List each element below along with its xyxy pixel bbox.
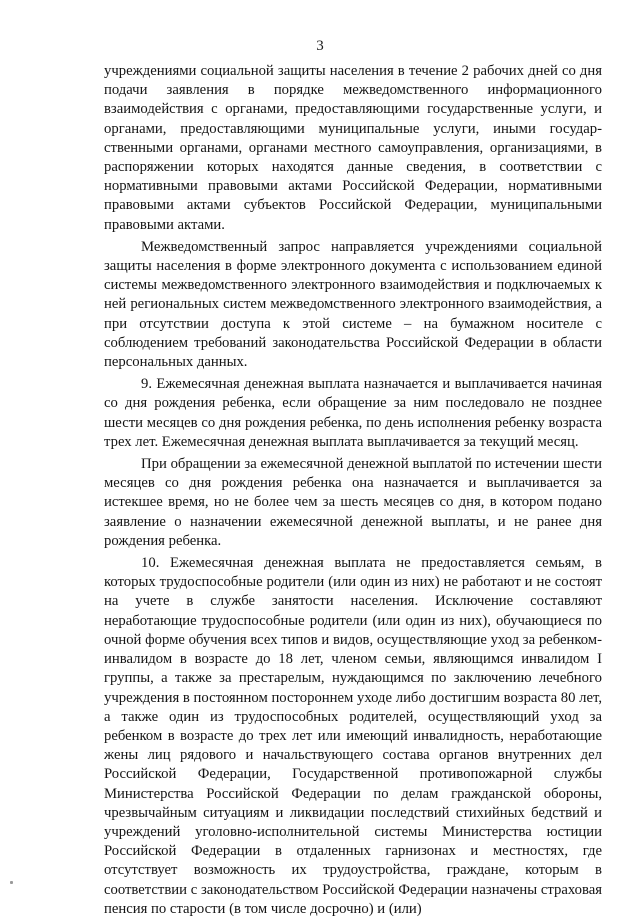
- paragraph-continuation: учреждениями социальной защиты населения в течение 2 рабочих дней со дня подачи заявления в порядке межведомственного информационного взаимодействия с органами, предоставляющими государственные услуги, и органами, предоставляющими муниципальные услуги, иными государственными органами, органами местного самоуправления, организациями, в распоряжении которых находятся данные сведения, в соответствии с нормативными правовыми актами Российской Федерации, нормативными правовыми актами субъектов Российской Федерации, муниципальными правовыми актами.: [104, 63, 602, 233]
- paragraph-item-9: 9. Ежемесячная денежная выплата назначается и выплачивается начиная со дня рождения ребенка, если обращение за ним последовало не позднее шести месяцев со дня рождения ребенка, по день исполнения ребенку возраста трех лет. Ежемесячная денежная выплата выплачивается за текущий месяц.: [104, 376, 602, 450]
- document-body: [104, 62, 602, 922]
- paragraph-item-10: 10. Ежемесячная денежная выплата не предоставляется семьям, в которых трудоспособные родители (или один из них) не работают и не состоят на учете в службе занятости населения. Исключение составляют неработающие трудоспособные родители (или один из них), обучающиеся по очной форме обучения всех типов и видов, осуществляющие уход за ребенком-инвалидом в возрасте до 18 лет, членом семьи, являющимся инвалидом I группы, а также за престарелым, нуждающимся по заключению лечебного учреждения в постоянном постороннем уходе либо достигшим возраста 80 лет, а также один из трудоспособных родителей, осуществляющий уход за ребенком в возрасте до трех лет или имеющий инвалидность, неработающие жены лиц рядового и начальствующего состава органов внутренних дел Российской Федерации, Государственной противопожарной службы Министерства Российской Федерации по делам гражданской обороны, чрезвычайным ситуациям и ликвидации последствий стихийных бедствий и учреждений уголовно-исполнительной системы Министерства юстиции Российской Федерации в отдаленных гарнизонах и местностях, где отсутствует возможность их трудоустройства, граждане, которым в соответствии с законодательством Российской Федерации назначены страховая пенсия по старости (в том числе досрочно) и (или): [104, 555, 602, 917]
- page-number: 3: [316, 38, 324, 54]
- paragraph-interagency-request: Межведомственный запрос направляется учреждениями социальной защиты населения в форме электронного документа с использованием единой системы межведомственного электронного взаимодействия и подключаемых к ней региональных систем межведомственного электронного взаимодействия, а при отсутствии доступа к этой системе – на бумажном носителе с соблюдением требований законодательства Российской Федерации в области персональных данных.: [104, 238, 602, 371]
- paragraph-late-application: При обращении за ежемесячной денежной выплатой по истечении шести месяцев со дня рождения ребенка она назначается и выплачивается за истекшее время, но не более чем за шесть месяцев со дня, в котором подано заявление о назначении ежемесячной денежной выплаты, и не ранее дня рождения ребенка.: [104, 456, 602, 549]
- scan-artifact: [10, 881, 13, 884]
